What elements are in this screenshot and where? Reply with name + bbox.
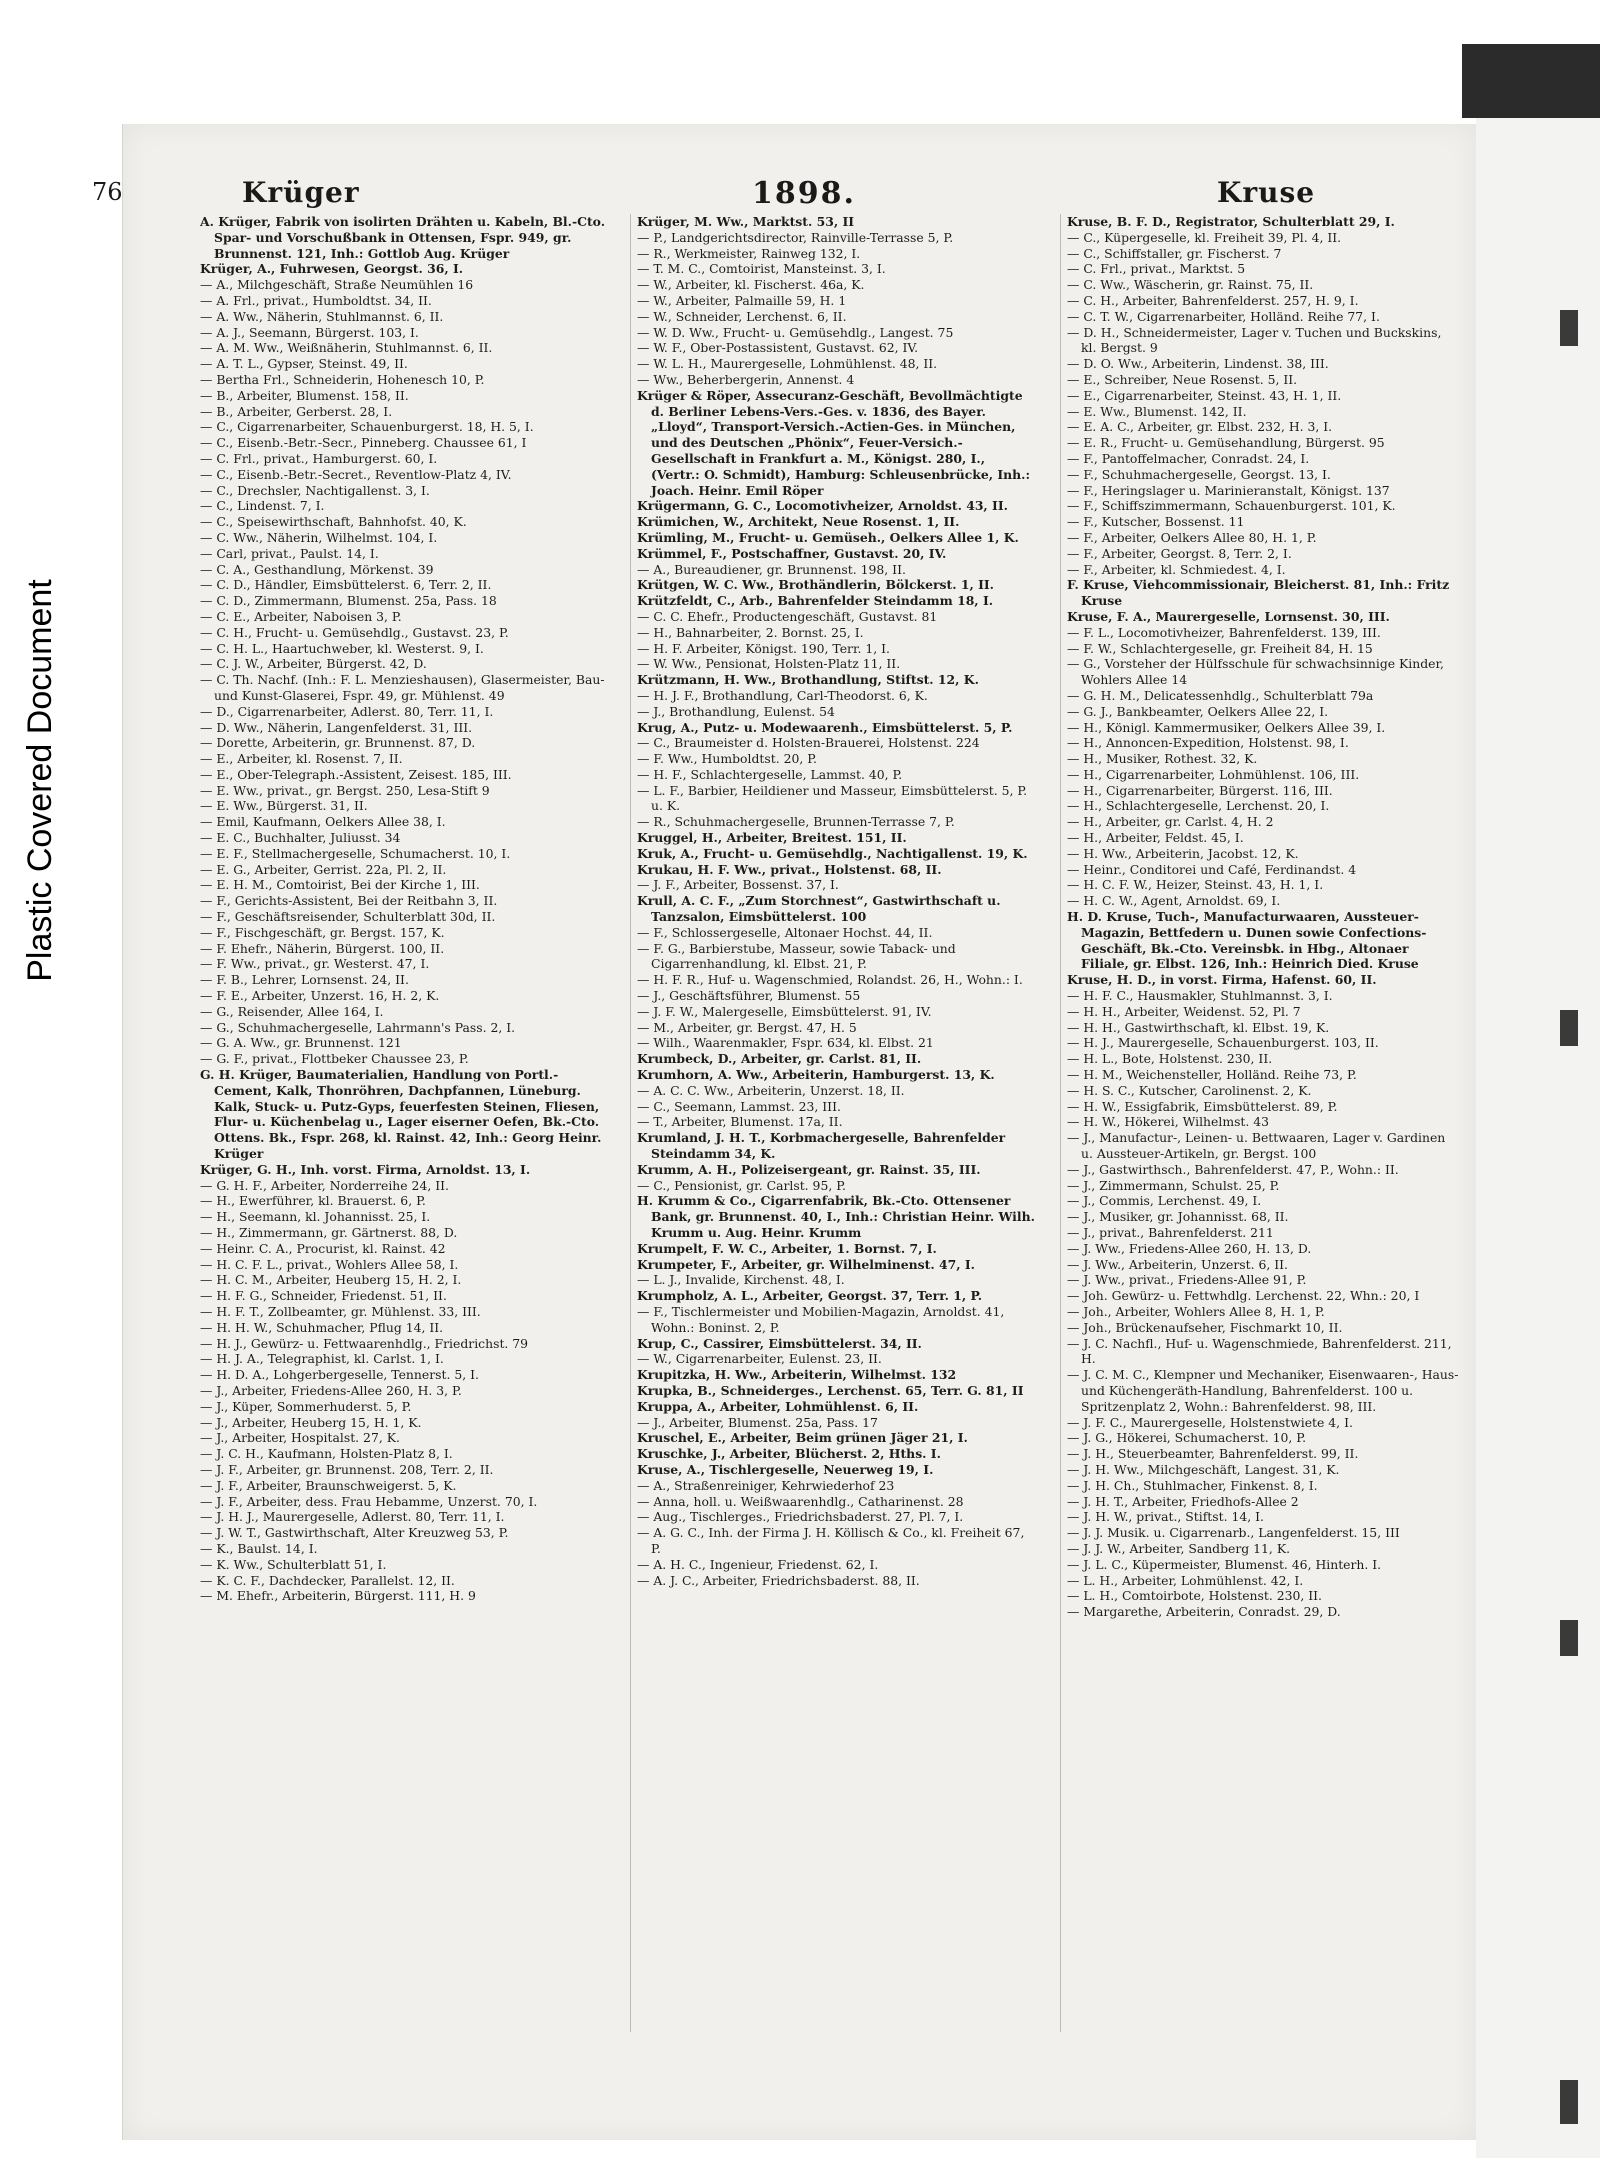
right-running-head: Kruse bbox=[1217, 176, 1316, 209]
directory-entry: — H. Ww., Arbeiterin, Jacobst. 12, K. bbox=[1067, 845, 1299, 861]
directory-entry: — F., Schiffszimmermann, Schauenburgerst. 101, K. bbox=[1067, 498, 1396, 514]
directory-entry: — C., Schiffstaller, gr. Fischerst. 7 bbox=[1067, 245, 1282, 261]
directory-entry: — A. Frl., privat., Humboldtst. 34, II. bbox=[200, 292, 432, 308]
directory-entry: — E. F., Stellmachergeselle, Schumacherst. 10, I. bbox=[200, 845, 511, 861]
directory-entry: — C., Cigarrenarbeiter, Schauenburgerst. 18, H. 5, I. bbox=[200, 419, 534, 435]
directory-entry: — J., privat., Bahrenfelderst. 211 bbox=[1067, 1225, 1274, 1240]
directory-entry: — F., Schlossergeselle, Altonaer Hochst. 44, II. bbox=[637, 924, 933, 940]
directory-entry: — H., Schlachtergeselle, Lerchenst. 20, I. bbox=[1067, 798, 1330, 814]
directory-entry: — F. Ww., privat., gr. Westerst. 47, I. bbox=[200, 956, 430, 972]
directory-entry: — A. J., Seemann, Bürgerst. 103, I. bbox=[200, 324, 419, 340]
directory-entry: — H. F., Schlachtergeselle, Lammst. 40, P. bbox=[637, 766, 903, 782]
directory-entry: — E., Schreiber, Neue Rosenst. 5, II. bbox=[1067, 371, 1298, 387]
directory-entry: F. Kruse, Viehcommissionair, Bleicherst. 81, Inh.: Fritz Kruse bbox=[1067, 577, 1450, 609]
directory-entry: — J. W. T., Gastwirthschaft, Alter Kreuzweg 53, P. bbox=[200, 1525, 509, 1541]
directory-entry: Kruppa, A., Arbeiter, Lohmühlenst. 6, II. bbox=[637, 1398, 919, 1414]
directory-entry: Krumland, J. H. T., Korbmachergeselle, Bahrenfelder Steindamm 34, K. bbox=[637, 1130, 1006, 1162]
directory-entry: — P., Landgerichtsdirector, Rainville-Terrasse 5, P. bbox=[637, 229, 954, 245]
directory-entry: — H. W., Essigfabrik, Eimsbüttelerst. 89, P. bbox=[1067, 1098, 1338, 1114]
directory-entry: — H. M., Weichensteller, Holländ. Reihe 73, P. bbox=[1067, 1067, 1357, 1083]
directory-entry: — F. Ehefr., Näherin, Bürgerst. 100, II. bbox=[200, 940, 445, 956]
directory-entry: — K. C. F., Dachdecker, Parallelst. 12, II. bbox=[200, 1572, 455, 1588]
directory-entry: Krütgen, W. C. Ww., Brothändlerin, Bölckerst. 1, II. bbox=[637, 577, 994, 593]
directory-entry: — J. Ww., privat., Friedens-Allee 91, P. bbox=[1067, 1272, 1307, 1288]
directory-entry: — F. B., Lehrer, Lornsenst. 24, II. bbox=[200, 972, 409, 988]
directory-entry: — J. H., Steuerbeamter, Bahrenfelderst. 99, II. bbox=[1067, 1446, 1359, 1462]
scan-edge-bar bbox=[1462, 44, 1600, 118]
directory-entry: — F. E., Arbeiter, Unzerst. 16, H. 2, K. bbox=[200, 988, 440, 1004]
directory-entry: — H., Zimmermann, gr. Gärtnerst. 88, D. bbox=[200, 1225, 458, 1240]
directory-entry: — W. L. H., Maurergeselle, Lohmühlenst. 48, II. bbox=[637, 356, 938, 372]
directory-entry: — G. H. F., Arbeiter, Norderreihe 24, II. bbox=[200, 1177, 449, 1193]
directory-entry: — W. D. Ww., Frucht- u. Gemüsehdlg., Langest. 75 bbox=[637, 324, 954, 340]
directory-entry: — F., Heringslager u. Marinieranstalt, Königst. 137 bbox=[1067, 482, 1390, 498]
side-label-text: Plastic Covered Document bbox=[20, 578, 59, 982]
edge-mark bbox=[1560, 2080, 1578, 2124]
directory-entry: — K., Baulst. 14, I. bbox=[200, 1540, 318, 1556]
directory-entry: — H. C. F. W., Heizer, Steinst. 43, H. 1, I. bbox=[1067, 877, 1324, 893]
directory-entry: Krukau, H. F. Ww., privat., Holstenst. 68, II. bbox=[637, 861, 942, 877]
column-3 bbox=[1060, 214, 1460, 2032]
directory-entry: — H., Cigarrenarbeiter, Lohmühlenst. 106, III. bbox=[1067, 766, 1360, 782]
page-number: 76 bbox=[92, 178, 123, 206]
directory-entry: — H., Musiker, Rothest. 32, K. bbox=[1067, 751, 1258, 767]
directory-entry: — E. A. C., Arbeiter, gr. Elbst. 232, H. 3, I. bbox=[1067, 419, 1333, 435]
directory-entry: — L. J., Invalide, Kirchenst. 48, I. bbox=[637, 1272, 845, 1288]
directory-entry: — A., Bureaudiener, gr. Brunnenst. 198, II. bbox=[637, 561, 906, 577]
directory-entry: — J. H. Ch., Stuhlmacher, Finkenst. 8, I. bbox=[1067, 1477, 1318, 1493]
directory-entry: — H. F. R., Huf- u. Wagenschmied, Rolandst. 26, H., Wohn.: I. bbox=[637, 972, 1023, 988]
directory-entry: — C. C. Ehefr., Productengeschäft, Gustavst. 81 bbox=[637, 608, 938, 624]
directory-entry: — J., Manufactur-, Leinen- u. Bettwaaren, Lager v. Gardinen u. Aussteuer-Artikeln, gr. Bergst. 100 bbox=[1067, 1130, 1446, 1162]
directory-entry: Krumbeck, D., Arbeiter, gr. Carlst. 81, II. bbox=[637, 1051, 922, 1067]
directory-entry: — J., Musiker, gr. Johannisst. 68, II. bbox=[1067, 1209, 1289, 1225]
directory-entry: — E. H. M., Comtoirist, Bei der Kirche 1, III. bbox=[200, 877, 480, 893]
directory-entry: — F., Geschäftsreisender, Schulterblatt 30d, II. bbox=[200, 909, 496, 925]
directory-entry: — J. H. Ww., Milchgeschäft, Langest. 31, K. bbox=[1067, 1461, 1340, 1477]
directory-entry: — L. H., Arbeiter, Lohmühlenst. 42, I. bbox=[1067, 1572, 1304, 1588]
directory-entry: — C., Lindenst. 7, I. bbox=[200, 498, 325, 514]
directory-entry: — J., Küper, Sommerhuderst. 5, P. bbox=[200, 1398, 412, 1414]
directory-entry: — H. W., Hökerei, Wilhelmst. 43 bbox=[1067, 1114, 1270, 1130]
directory-entry: — C. Frl., privat., Hamburgerst. 60, I. bbox=[200, 450, 438, 466]
directory-entry: — J. H. T., Arbeiter, Friedhofs-Allee 2 bbox=[1067, 1493, 1299, 1509]
directory-entry: — C. D., Zimmermann, Blumenst. 25a, Pass. 18 bbox=[200, 593, 497, 609]
directory-entry: — J. L. C., Küpermeister, Blumenst. 46, Hinterh. I. bbox=[1067, 1556, 1382, 1572]
directory-entry: — B., Arbeiter, Gerberst. 28, I. bbox=[200, 403, 393, 419]
directory-entry: Krumpeter, F., Arbeiter, gr. Wilhelminenst. 47, I. bbox=[637, 1256, 975, 1272]
edge-mark bbox=[1560, 1620, 1578, 1656]
directory-entry: — H. F. G., Schneider, Friedenst. 51, II. bbox=[200, 1288, 447, 1304]
directory-entry: Kruschel, E., Arbeiter, Beim grünen Jäger 21, I. bbox=[637, 1430, 968, 1446]
side-label bbox=[18, 510, 62, 1050]
directory-entry: — F., Kutscher, Bossenst. 11 bbox=[1067, 514, 1245, 530]
directory-entry: — C. D., Händler, Eimsbüttelerst. 6, Terr. 2, II. bbox=[200, 577, 492, 593]
directory-entry: — J. F., Arbeiter, gr. Brunnenst. 208, Terr. 2, II. bbox=[200, 1461, 494, 1477]
directory-entry: — F., Gerichts-Assistent, Bei der Reitbahn 3, II. bbox=[200, 893, 498, 909]
directory-entry: — W., Cigarrenarbeiter, Eulenst. 23, II. bbox=[637, 1351, 882, 1367]
directory-entry: A. Krüger, Fabrik von isolirten Drähten u. Kabeln, Bl.-Cto. Spar- und Vorschußbank in Ottensen, Fspr. 949, gr. Brunnenst. 121, Inh.: Gottlob Aug. Krüger bbox=[200, 214, 606, 261]
directory-entry: — J. F., Arbeiter, Braunschweigerst. 5, K. bbox=[200, 1477, 457, 1493]
directory-entry: — E. G., Arbeiter, Gerrist. 22a, Pl. 2, II. bbox=[200, 861, 447, 877]
directory-entry: — A. J. C., Arbeiter, Friedrichsbaderst. 88, II. bbox=[637, 1572, 920, 1588]
directory-entry: Kruse, H. D., in vorst. Firma, Hafenst. 60, II. bbox=[1067, 972, 1377, 988]
directory-entry: — H. C. M., Arbeiter, Heuberg 15, H. 2, I. bbox=[200, 1272, 462, 1288]
directory-entry: — M. Ehefr., Arbeiterin, Bürgerst. 111, H. 9 bbox=[200, 1588, 476, 1604]
directory-entry: — Margarethe, Arbeiterin, Conradst. 29, D. bbox=[1067, 1604, 1341, 1620]
directory-entry: — C., Seemann, Lammst. 23, III. bbox=[637, 1098, 841, 1114]
year-heading: 1898. bbox=[752, 176, 856, 211]
directory-entry: Krumm, A. H., Polizeisergeant, gr. Rainst. 35, III. bbox=[637, 1161, 981, 1177]
directory-entry: — H. C. W., Agent, Arnoldst. 69, I. bbox=[1067, 893, 1281, 909]
directory-entry: — E., Arbeiter, kl. Rosenst. 7, II. bbox=[200, 751, 403, 767]
directory-entry: — J. C. Nachfl., Huf- u. Wagenschmiede, Bahrenfelderst. 211, H. bbox=[1067, 1335, 1452, 1367]
directory-entry: — W., Arbeiter, Palmaille 59, H. 1 bbox=[637, 292, 847, 308]
directory-entry: — H. L., Bote, Holstenst. 230, II. bbox=[1067, 1051, 1273, 1067]
directory-entry: — C. H., Arbeiter, Bahrenfelderst. 257, H. 9, I. bbox=[1067, 292, 1359, 308]
directory-entry: Krupitzka, H. Ww., Arbeiterin, Wilhelmst. 132 bbox=[637, 1367, 957, 1383]
directory-entry: — Heinr., Conditorei und Café, Ferdinandst. 4 bbox=[1067, 861, 1357, 877]
directory-entry: — H. D. A., Lohgerbergeselle, Tennerst. 5, I. bbox=[200, 1367, 479, 1383]
directory-entry: — W., Arbeiter, kl. Fischerst. 46a, K. bbox=[637, 277, 865, 293]
directory-entry: — Bertha Frl., Schneiderin, Hohenesch 10, P. bbox=[200, 371, 485, 387]
directory-entry: — D., Cigarrenarbeiter, Adlerst. 80, Terr. 11, I. bbox=[200, 703, 494, 719]
directory-columns bbox=[200, 214, 1460, 2034]
directory-entry: — J., Commis, Lerchenst. 49, I. bbox=[1067, 1193, 1262, 1209]
directory-entry: — D. Ww., Näherin, Langenfelderst. 31, III. bbox=[200, 719, 473, 735]
directory-entry: — H. F. T., Zollbeamter, gr. Mühlenst. 33, III. bbox=[200, 1303, 481, 1319]
directory-entry: — J. F. W., Malergeselle, Eimsbüttelerst. 91, IV. bbox=[637, 1003, 932, 1019]
directory-entry: Krumhorn, A. Ww., Arbeiterin, Hamburgerst. 13, K. bbox=[637, 1067, 995, 1083]
directory-entry: Krüger & Röper, Assecuranz-Geschäft, Bevollmächtigte d. Berliner Lebens-Vers.-Ges. v. 1836, des Bayer. „Lloyd“, Transport-Versich.-Actien-Ges. in München, und des Deutschen „Phönix“, Feuer-Versich.-Gesellschaft in Frankfurt a. M., Königst. 280, I., (Vertr.: O. Schmidt), Hamburg: Schleusenbrücke, Inh.: Joach. Heinr. Emil Röper bbox=[637, 387, 1031, 498]
directory-entry: — M., Arbeiter, gr. Bergst. 47, H. 5 bbox=[637, 1019, 857, 1035]
directory-entry: — G., Reisender, Allee 164, I. bbox=[200, 1003, 384, 1019]
directory-entry: — R., Werkmeister, Rainweg 132, I. bbox=[637, 245, 861, 261]
directory-entry: — A., Straßenreiniger, Kehrwiederhof 23 bbox=[637, 1477, 895, 1493]
directory-entry: — J., Gastwirthsch., Bahrenfelderst. 47, P., Wohn.: II. bbox=[1067, 1161, 1399, 1177]
directory-entry: — Emil, Kaufmann, Oelkers Allee 38, I. bbox=[200, 814, 446, 830]
directory-entry: — J., Arbeiter, Hospitalst. 27, K. bbox=[200, 1430, 400, 1446]
scan-edge-strip bbox=[1476, 118, 1600, 2158]
directory-entry: — H., Cigarrenarbeiter, Bürgerst. 116, III. bbox=[1067, 782, 1333, 798]
directory-entry: — J. G., Hökerei, Schumacherst. 10, P. bbox=[1067, 1430, 1307, 1446]
directory-entry: Krüger, M. Ww., Marktst. 53, II bbox=[637, 214, 855, 229]
directory-entry: — C., Eisenb.-Betr.-Secret., Reventlow-Platz 4, IV. bbox=[200, 466, 512, 482]
directory-entry: — H., Königl. Kammermusiker, Oelkers Allee 39, I. bbox=[1067, 719, 1386, 735]
directory-entry: — J., Arbeiter, Blumenst. 25a, Pass. 17 bbox=[637, 1414, 878, 1430]
directory-entry: — C., Drechsler, Nachtigallenst. 3, I. bbox=[200, 482, 430, 498]
directory-entry: H. Krumm & Co., Cigarrenfabrik, Bk.-Cto. Ottensener Bank, gr. Brunnenst. 40, I., Inh.: Christian Heinr. Wilh. Krumm u. Aug. Heinr. Krumm bbox=[637, 1193, 1035, 1240]
page-header bbox=[92, 176, 1392, 216]
directory-entry: — J. F. C., Maurergeselle, Holstenstwiete 4, I. bbox=[1067, 1414, 1353, 1430]
column-2 bbox=[630, 214, 1036, 2032]
directory-entry: — J. C. M. C., Klempner und Mechaniker, Eisenwaaren-, Haus- und Küchengeräth-Handlung, Bahrenfelderst. 100 u. Spritzenplatz 2, Wohn.: Bahrenfelderst. 98, III. bbox=[1067, 1367, 1459, 1414]
directory-entry: — J. F., Arbeiter, Bossenst. 37, I. bbox=[637, 877, 839, 893]
directory-entry: — W. Ww., Pensionat, Holsten-Platz 11, II. bbox=[637, 656, 901, 672]
directory-entry: — A., Milchgeschäft, Straße Neumühlen 16 bbox=[200, 277, 474, 293]
directory-entry: — E., Cigarrenarbeiter, Steinst. 43, H. 1, II. bbox=[1067, 387, 1342, 403]
directory-entry: — Aug., Tischlerges., Friedrichsbaderst. 27, Pl. 7, I. bbox=[637, 1509, 964, 1525]
directory-entry: — H., Bahnarbeiter, 2. Bornst. 25, I. bbox=[637, 624, 864, 640]
directory-entry: Krüger, A., Fuhrwesen, Georgst. 36, I. bbox=[200, 261, 464, 277]
directory-entry: — C. A., Gesthandlung, Mörkenst. 39 bbox=[200, 561, 434, 577]
directory-entry: — H. F. C., Hausmakler, Stuhlmannst. 3, I. bbox=[1067, 988, 1333, 1004]
directory-entry: — C. H., Frucht- u. Gemüsehdlg., Gustavst. 23, P. bbox=[200, 624, 509, 640]
directory-entry: — H. J. A., Telegraphist, kl. Carlst. 1, I. bbox=[200, 1351, 444, 1367]
directory-entry: — A. Ww., Näherin, Stuhlmannst. 6, II. bbox=[200, 308, 444, 324]
directory-entry: — F., Schuhmachergeselle, Georgst. 13, I. bbox=[1067, 466, 1331, 482]
directory-entry: — E. C., Buchhalter, Juliusst. 34 bbox=[200, 830, 401, 846]
directory-entry: Krumpelt, F. W. C., Arbeiter, 1. Bornst. 7, I. bbox=[637, 1240, 937, 1256]
directory-entry: — J., Brothandlung, Eulenst. 54 bbox=[637, 703, 835, 719]
directory-entry: — H., Arbeiter, gr. Carlst. 4, H. 2 bbox=[1067, 814, 1274, 830]
directory-entry: — J. J. W., Arbeiter, Sandberg 11, K. bbox=[1067, 1540, 1291, 1556]
directory-entry: — L. F., Barbier, Heildiener und Masseur, Eimsbüttelerst. 5, P. u. K. bbox=[637, 782, 1028, 814]
directory-entry: — Carl, privat., Paulst. 14, I. bbox=[200, 545, 379, 561]
directory-entry: — D. H., Schneidermeister, Lager v. Tuchen und Buckskins, kl. Bergst. 9 bbox=[1067, 324, 1442, 356]
directory-entry: — D. O. Ww., Arbeiterin, Lindenst. 38, III. bbox=[1067, 356, 1329, 372]
directory-entry: — T. M. C., Comtoirist, Mansteinst. 3, I. bbox=[637, 261, 886, 277]
directory-entry: — H. J., Maurergeselle, Schauenburgerst. 103, II. bbox=[1067, 1035, 1379, 1051]
directory-entry: — C., Pensionist, gr. Carlst. 95, P. bbox=[637, 1177, 846, 1193]
directory-entry: — T., Arbeiter, Blumenst. 17a, II. bbox=[637, 1114, 843, 1130]
directory-entry: — W., Schneider, Lerchenst. 6, II. bbox=[637, 308, 847, 324]
directory-entry: — C. T. W., Cigarrenarbeiter, Holländ. Reihe 77, I. bbox=[1067, 308, 1380, 324]
directory-entry: — H. J., Gewürz- u. Fettwaarenhdlg., Friedrichst. 79 bbox=[200, 1335, 529, 1351]
directory-entry: — L. H., Comtoirbote, Holstenst. 230, II. bbox=[1067, 1588, 1323, 1604]
directory-entry: — A. H. C., Ingenieur, Friedenst. 62, I. bbox=[637, 1556, 879, 1572]
directory-entry: — Ww., Beherbergerin, Annenst. 4 bbox=[637, 371, 855, 387]
directory-entry: — G. J., Bankbeamter, Oelkers Allee 22, I. bbox=[1067, 703, 1329, 719]
directory-entry: — J., Arbeiter, Heuberg 15, H. 1, K. bbox=[200, 1414, 422, 1430]
directory-entry: Kruse, A., Tischlergeselle, Neuerweg 19, I. bbox=[637, 1461, 934, 1477]
column-1 bbox=[200, 214, 606, 2032]
directory-entry: — F. G., Barbierstube, Masseur, sowie Taback- und Cigarrenhandlung, kl. Elbst. 21, P. bbox=[637, 940, 956, 972]
directory-entry: — F., Arbeiter, Oelkers Allee 80, H. 1, P. bbox=[1067, 529, 1317, 545]
directory-entry: — F. L., Locomotivheizer, Bahrenfelderst. 139, III. bbox=[1067, 624, 1381, 640]
directory-entry: Krümmel, F., Postschaffner, Gustavst. 20, IV. bbox=[637, 545, 947, 561]
directory-entry: — J. C. H., Kaufmann, Holsten-Platz 8, I. bbox=[200, 1446, 453, 1462]
directory-entry: Krug, A., Putz- u. Modewaarenh., Eimsbüttelerst. 5, P. bbox=[637, 719, 1013, 735]
directory-entry: — G. F., privat., Flottbeker Chaussee 23, P. bbox=[200, 1051, 469, 1067]
directory-entry: — E. R., Frucht- u. Gemüsehandlung, Bürgerst. 95 bbox=[1067, 435, 1385, 451]
directory-entry: Krümichen, W., Architekt, Neue Rosenst. 1, II. bbox=[637, 514, 960, 530]
directory-entry: — F., Tischlermeister und Mobilien-Magazin, Arnoldst. 41, Wohn.: Boninst. 2, P. bbox=[637, 1303, 1005, 1335]
directory-entry: — G. H. M., Delicatessenhdlg., Schulterblatt 79a bbox=[1067, 687, 1374, 703]
directory-entry: — A. T. L., Gypser, Steinst. 49, II. bbox=[200, 356, 408, 372]
directory-entry: — B., Arbeiter, Blumenst. 158, II. bbox=[200, 387, 409, 403]
directory-entry: — E. Ww., privat., gr. Bergst. 250, Lesa-Stift 9 bbox=[200, 782, 490, 798]
directory-entry: — H. H., Arbeiter, Weidenst. 52, Pl. 7 bbox=[1067, 1003, 1301, 1019]
directory-entry: — F., Arbeiter, Georgst. 8, Terr. 2, I. bbox=[1067, 545, 1292, 561]
directory-entry: — C., Braumeister d. Holsten-Brauerei, Holstenst. 224 bbox=[637, 735, 980, 751]
directory-entry: — H., Ewerführer, kl. Brauerst. 6, P. bbox=[200, 1193, 426, 1209]
directory-entry: — C. Ww., Wäscherin, gr. Rainst. 75, II. bbox=[1067, 277, 1314, 293]
directory-entry: Kruschke, J., Arbeiter, Blücherst. 2, Hths. I. bbox=[637, 1446, 941, 1462]
directory-entry: Kruse, F. A., Maurergeselle, Lornsenst. 30, III. bbox=[1067, 608, 1390, 624]
directory-entry: — W. F., Ober-Postassistent, Gustavst. 62, IV. bbox=[637, 340, 919, 356]
directory-entry: Krümling, M., Frucht- u. Gemüseh., Oelkers Allee 1, K. bbox=[637, 529, 1019, 545]
directory-entry: — F., Pantoffelmacher, Conradst. 24, I. bbox=[1067, 450, 1310, 466]
directory-entry: — C. H. L., Haartuchweber, kl. Westerst. 9, I. bbox=[200, 640, 484, 656]
edge-mark bbox=[1560, 1010, 1578, 1046]
directory-entry: — Joh., Brückenaufseher, Fischmarkt 10, II. bbox=[1067, 1319, 1343, 1335]
directory-entry: Krützmann, H. Ww., Brothandlung, Stiftst. 12, K. bbox=[637, 672, 979, 688]
directory-entry: — G., Schuhmachergeselle, Lahrmann's Pass. 2, I. bbox=[200, 1019, 516, 1035]
directory-entry: Krupka, B., Schneiderges., Lerchenst. 65, Terr. G. 81, II bbox=[637, 1382, 1024, 1398]
directory-entry: — E., Ober-Telegraph.-Assistent, Zeisest. 185, III. bbox=[200, 766, 512, 782]
directory-entry: — J., Arbeiter, Friedens-Allee 260, H. 3, P. bbox=[200, 1382, 462, 1398]
directory-entry: — C., Küpergeselle, kl. Freiheit 39, Pl. 4, II. bbox=[1067, 229, 1342, 245]
directory-entry: — H. S. C., Kutscher, Carolinenst. 2, K. bbox=[1067, 1082, 1312, 1098]
directory-entry: — H. C. F. L., privat., Wohlers Allee 58, I. bbox=[200, 1256, 459, 1272]
directory-entry: — F. Ww., Humboldtst. 20, P. bbox=[637, 751, 817, 767]
directory-entry: — F., Fischgeschäft, gr. Bergst. 157, K. bbox=[200, 924, 445, 940]
directory-entry: — J., Zimmermann, Schulst. 25, P. bbox=[1067, 1177, 1280, 1193]
directory-entry: Kruse, B. F. D., Registrator, Schulterblatt 29, I. bbox=[1067, 214, 1395, 229]
directory-entry: — Heinr. C. A., Procurist, kl. Rainst. 42 bbox=[200, 1240, 446, 1256]
directory-entry: — Joh., Arbeiter, Wohlers Allee 8, H. 1, P. bbox=[1067, 1303, 1325, 1319]
directory-entry: — C., Eisenb.-Betr.-Secr., Pinneberg. Chaussee 61, I bbox=[200, 435, 527, 451]
directory-entry: — F., Arbeiter, kl. Schmiedest. 4, I. bbox=[1067, 561, 1286, 577]
directory-entry: — E. Ww., Blumenst. 142, II. bbox=[1067, 403, 1247, 419]
directory-entry: Krüger, G. H., Inh. vorst. Firma, Arnoldst. 13, I. bbox=[200, 1161, 531, 1177]
directory-entry: — J. Ww., Friedens-Allee 260, H. 13, D. bbox=[1067, 1240, 1312, 1256]
directory-entry: — Joh. Gewürz- u. Fettwhdlg. Lerchenst. 22, Whn.: 20, I bbox=[1067, 1288, 1420, 1304]
directory-entry: — E. Ww., Bürgerst. 31, II. bbox=[200, 798, 368, 814]
directory-entry: Kruggel, H., Arbeiter, Breitest. 151, II. bbox=[637, 830, 907, 846]
directory-entry: — J., Geschäftsführer, Blumenst. 55 bbox=[637, 988, 861, 1004]
directory-entry: Krumpholz, A. L., Arbeiter, Georgst. 37, Terr. 1, P. bbox=[637, 1288, 983, 1304]
directory-entry: — A. M. Ww., Weißnäherin, Stuhlmannst. 6, II. bbox=[200, 340, 493, 356]
directory-entry: — G., Vorsteher der Hülfsschule für schwachsinnige Kinder, Wohlers Allee 14 bbox=[1067, 656, 1444, 688]
directory-entry: — J. H. W., privat., Stiftst. 14, I. bbox=[1067, 1509, 1264, 1525]
directory-entry: — C. Th. Nachf. (Inh.: F. L. Menzieshausen), Glasermeister, Bau- und Kunst-Glaserei, Fspr. 49, gr. Mühlenst. 49 bbox=[200, 672, 605, 703]
directory-entry: — J. Ww., Arbeiterin, Unzerst. 6, II. bbox=[1067, 1256, 1288, 1272]
directory-entry: — K. Ww., Schulterblatt 51, I. bbox=[200, 1556, 387, 1572]
directory-entry: — Wilh., Waarenmakler, Fspr. 634, kl. Elbst. 21 bbox=[637, 1035, 934, 1051]
directory-entry: — C. Frl., privat., Marktst. 5 bbox=[1067, 261, 1246, 277]
directory-entry: — F. W., Schlachtergeselle, gr. Freiheit 84, H. 15 bbox=[1067, 640, 1373, 656]
directory-entry: — C., Speisewirthschaft, Bahnhofst. 40, K. bbox=[200, 514, 467, 530]
directory-entry: — C. Ww., Näherin, Wilhelmst. 104, I. bbox=[200, 529, 438, 545]
directory-entry: G. H. Krüger, Baumaterialien, Handlung von Portl.-Cement, Kalk, Thonröhren, Dachpfannen, Lüneburg. Kalk, Stuck- u. Putz-Gyps, feuerfesten Steinen, Fliesen, Flur- u. Küchenbelag u., Lager eiserner Oefen, Bk.-Cto. Ottens. Bk., Fspr. 268, kl. Rainst. 42, Inh.: Georg Heinr. Krüger bbox=[200, 1067, 602, 1162]
edge-mark bbox=[1560, 310, 1578, 346]
directory-entry: — H. H., Gastwirthschaft, kl. Elbst. 19, K. bbox=[1067, 1019, 1330, 1035]
directory-entry: — Anna, holl. u. Weißwaarenhdlg., Catharinenst. 28 bbox=[637, 1493, 964, 1509]
directory-entry: — H., Annoncen-Expedition, Holstenst. 98, I. bbox=[1067, 735, 1349, 751]
directory-entry: — R., Schuhmachergeselle, Brunnen-Terrasse 7, P. bbox=[637, 814, 955, 830]
directory-entry: — H. J. F., Brothandlung, Carl-Theodorst. 6, K. bbox=[637, 687, 928, 703]
directory-entry: — J. H. J., Maurergeselle, Adlerst. 80, Terr. 11, I. bbox=[200, 1509, 505, 1525]
directory-entry: — H. F. Arbeiter, Königst. 190, Terr. 1, I. bbox=[637, 640, 890, 656]
directory-entry: Krup, C., Cassirer, Eimsbüttelerst. 34, II. bbox=[637, 1335, 922, 1351]
directory-entry: — A. G. C., Inh. der Firma J. H. Köllisch & Co., kl. Freiheit 67, P. bbox=[637, 1525, 1025, 1556]
directory-entry: — G. A. Ww., gr. Brunnenst. 121 bbox=[200, 1035, 402, 1051]
directory-entry: — J. J. Musik. u. Cigarrenarb., Langenfelderst. 15, III bbox=[1067, 1525, 1400, 1541]
directory-entry: — H. H. W., Schuhmacher, Pflug 14, II. bbox=[200, 1319, 444, 1335]
directory-entry: — H., Seemann, kl. Johannisst. 25, I. bbox=[200, 1209, 431, 1225]
directory-entry: H. D. Kruse, Tuch-, Manufacturwaaren, Aussteuer-Magazin, Bettfedern u. Dunen sowie Confections-Geschäft, Bk.-Cto. Vereinsbk. in Hbg., Altonaer Filiale, gr. Elbst. 126, Inh.: Heinrich Died. Kruse bbox=[1067, 909, 1427, 972]
directory-entry: — C. E., Arbeiter, Naboisen 3, P. bbox=[200, 608, 402, 624]
directory-entry: Krügermann, G. C., Locomotivheizer, Arnoldst. 43, II. bbox=[637, 498, 1008, 514]
directory-entry: — Dorette, Arbeiterin, gr. Brunnenst. 87, D. bbox=[200, 735, 476, 751]
directory-entry: Kruk, A., Frucht- u. Gemüsehdlg., Nachtigallenst. 19, K. bbox=[637, 845, 1028, 861]
directory-entry: — J. F., Arbeiter, dess. Frau Hebamme, Unzerst. 70, I. bbox=[200, 1493, 538, 1509]
directory-entry: Krützfeldt, C., Arb., Bahrenfelder Steindamm 18, I. bbox=[637, 593, 994, 609]
directory-entry: — A. C. C. Ww., Arbeiterin, Unzerst. 18, II. bbox=[637, 1082, 905, 1098]
left-running-head: Krüger bbox=[242, 176, 360, 209]
directory-entry: — H., Arbeiter, Feldst. 45, I. bbox=[1067, 830, 1244, 846]
directory-entry: Krull, A. C. F., „Zum Storchnest“, Gastwirthschaft u. Tanzsalon, Eimsbüttelerst. 100 bbox=[637, 893, 1001, 925]
directory-entry: — C. J. W., Arbeiter, Bürgerst. 42, D. bbox=[200, 656, 427, 672]
